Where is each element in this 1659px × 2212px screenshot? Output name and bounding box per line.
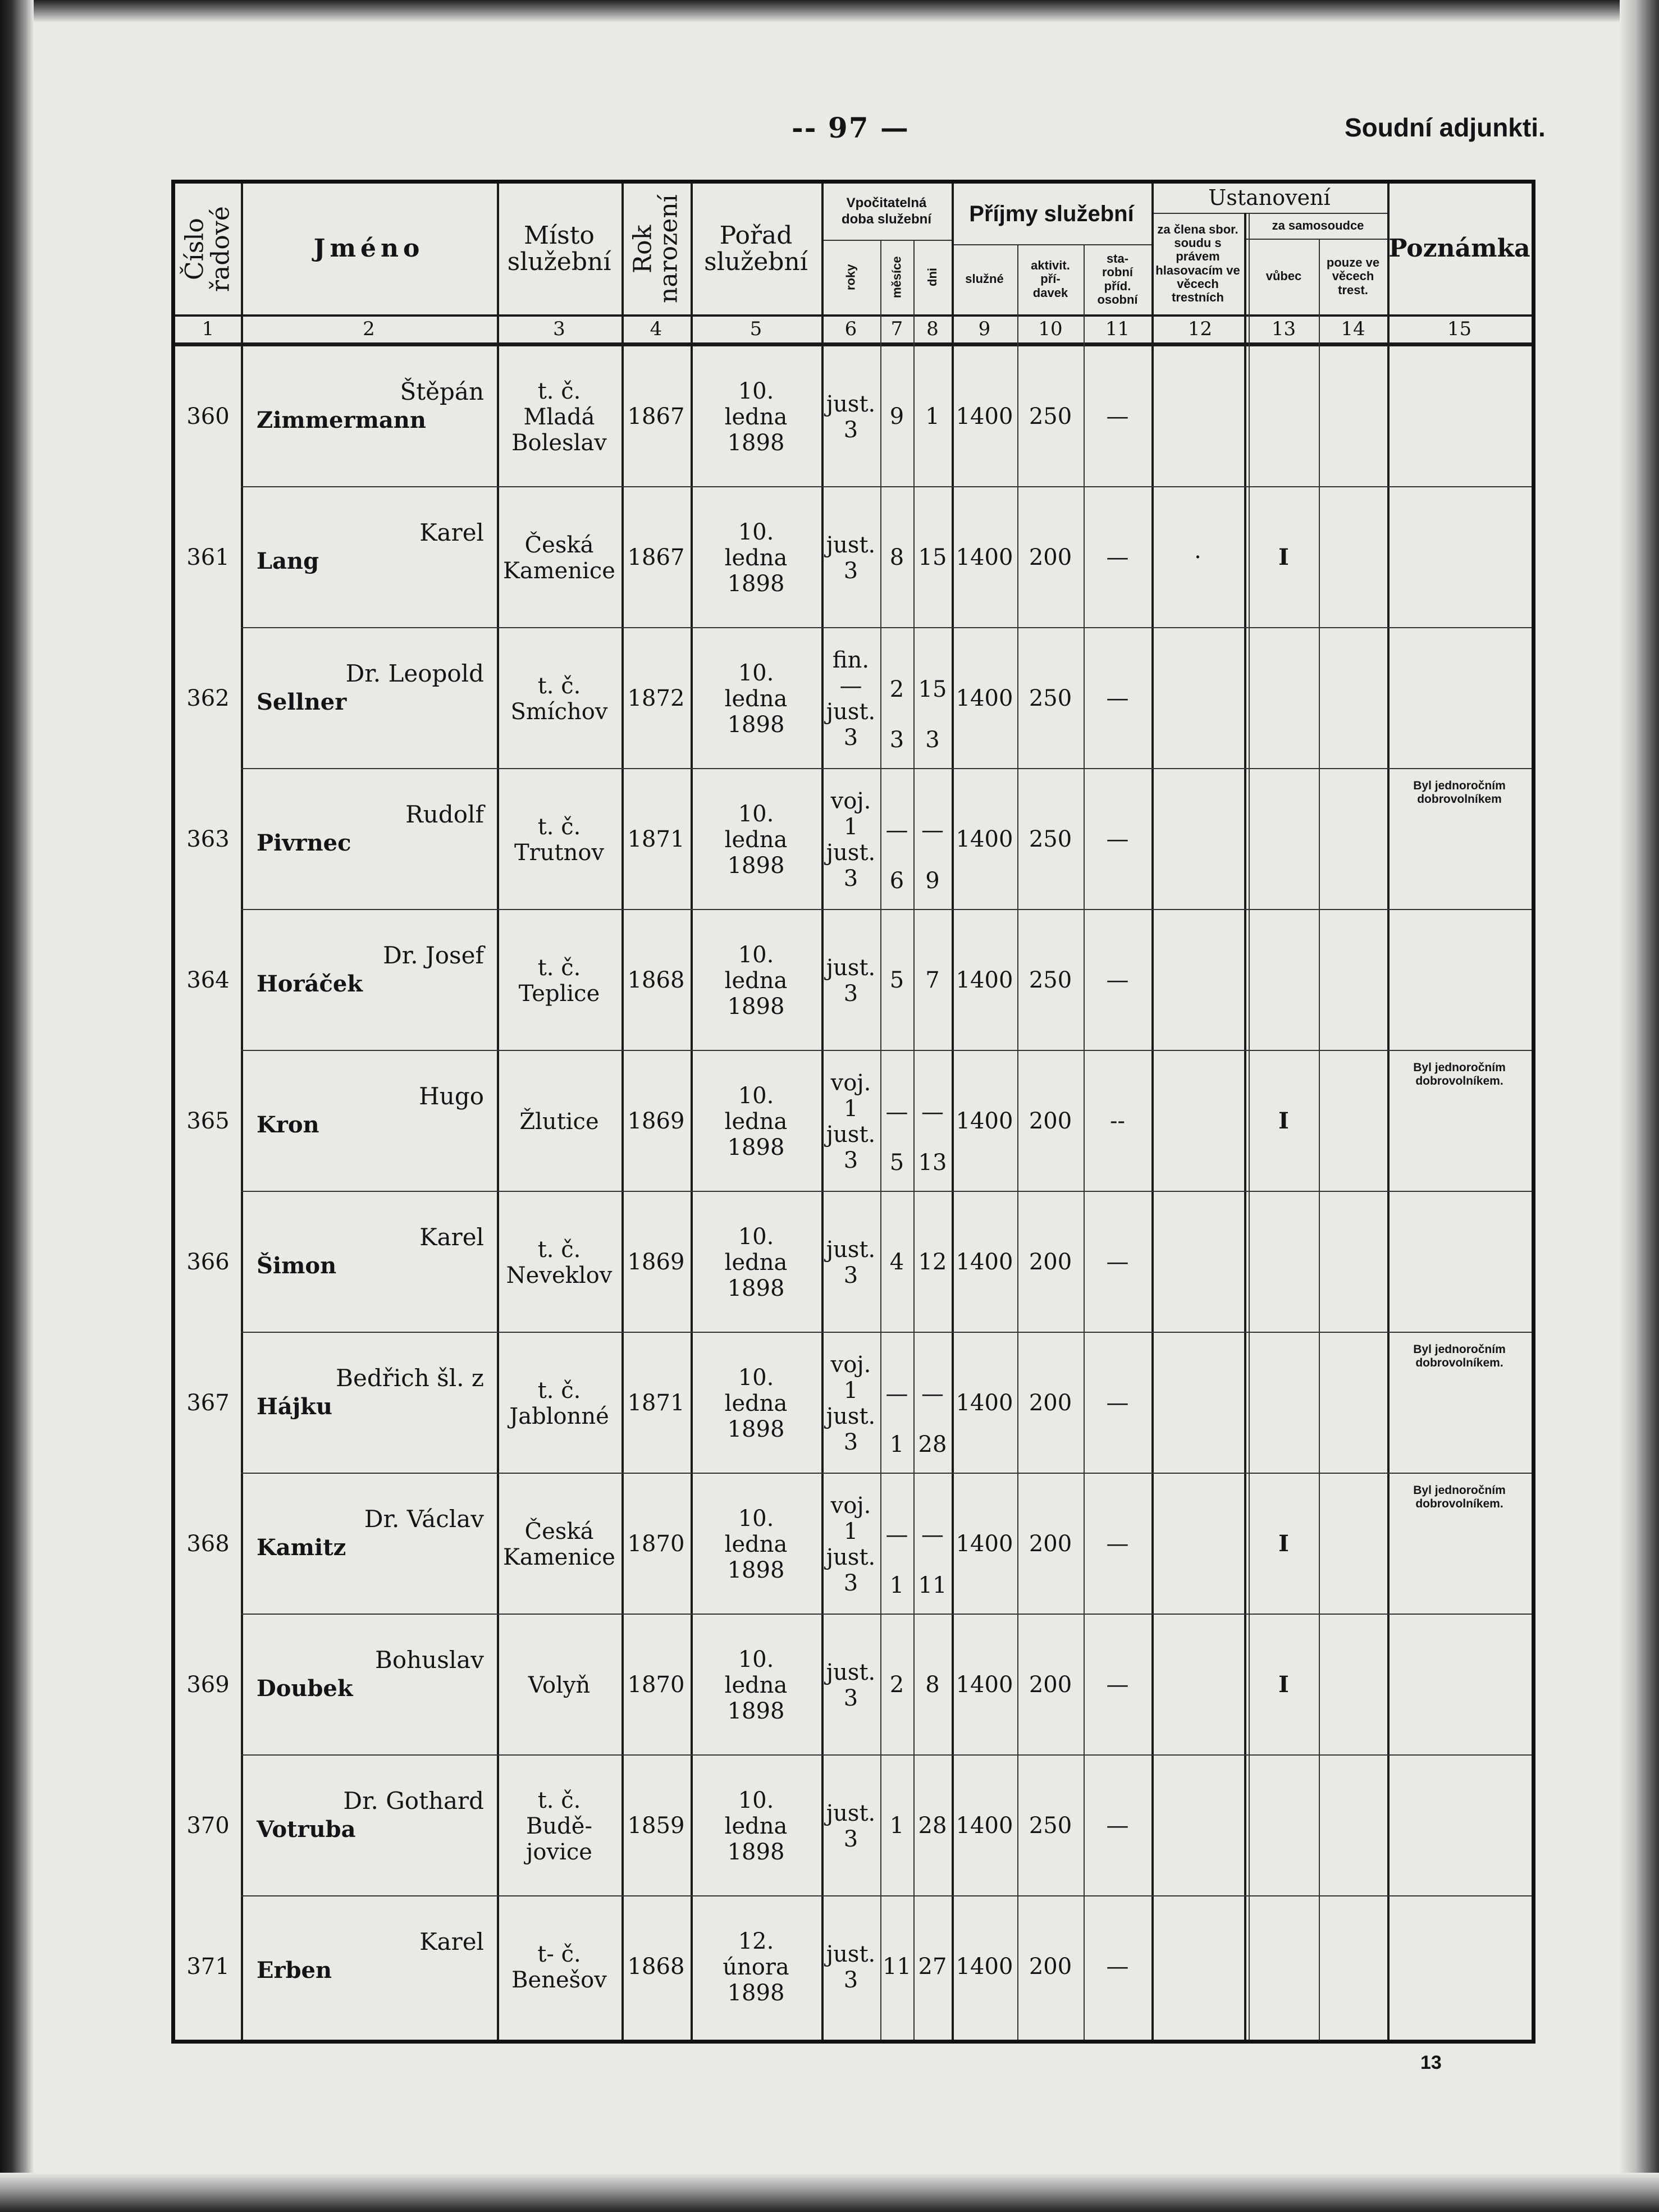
column-number: 12 (1187, 318, 1213, 341)
birth-year: 1871 (627, 1390, 685, 1416)
first-name: Dr. Josef (383, 941, 484, 969)
service-years: voj. 1 just. 3 (826, 1351, 876, 1455)
service-days: 28 (918, 1812, 947, 1839)
service-days: 15 (918, 544, 947, 570)
service-days: — (921, 1521, 944, 1548)
column-number: 6 (844, 318, 857, 341)
first-name: Karel (419, 518, 484, 546)
sheet-signature: 13 (1420, 2052, 1442, 2073)
service-days: 3 (925, 726, 940, 753)
birth-year: 1870 (627, 1530, 685, 1557)
appointment-single-judge: I (1278, 543, 1289, 570)
header-misto-sluzebni: Místo služební (507, 221, 611, 276)
header-jmeno: Jméno (313, 234, 424, 263)
header-mesice: měsíce (889, 256, 904, 298)
service-days: 7 (925, 967, 940, 993)
service-days: 9 (925, 867, 940, 894)
scan-edge-left (0, 0, 34, 2212)
seniority-allowance: — (1106, 403, 1129, 429)
service-months: 9 (889, 403, 904, 429)
service-months: — (885, 1099, 908, 1125)
appointment-single-judge: I (1278, 1530, 1289, 1557)
service-years: voj. 1 just. 3 (826, 1492, 876, 1596)
appointment-senate: · (1194, 544, 1201, 570)
birth-year: 1867 (627, 544, 685, 570)
row-number: 368 (186, 1530, 230, 1557)
service-months: — (885, 817, 908, 843)
birth-year: 1859 (627, 1812, 685, 1839)
last-name: Erben (257, 1957, 332, 1984)
service-months: 1 (889, 1812, 904, 1839)
birth-year: 1868 (627, 967, 685, 993)
service-place: Česká Kamenice (503, 532, 615, 584)
header-prijmy-sluzebni: Příjmy služební (969, 202, 1134, 226)
scan-edge-right (1620, 0, 1659, 2212)
salary: 1400 (956, 967, 1013, 993)
register-row (175, 487, 1532, 628)
register-row (175, 910, 1532, 1051)
row-number: 366 (186, 1249, 230, 1275)
seniority-allowance: — (1106, 1812, 1129, 1839)
service-years: voj. 1 just. 3 (826, 1070, 876, 1173)
salary: 1400 (956, 1249, 1013, 1275)
birth-year: 1869 (627, 1249, 685, 1275)
first-name: Dr. Leopold (345, 659, 484, 687)
service-months: 1 (889, 1572, 904, 1598)
activity-allowance: 250 (1029, 685, 1072, 711)
birth-year: 1868 (627, 1953, 685, 1980)
service-months: 8 (889, 544, 904, 570)
column-number: 9 (978, 318, 991, 341)
service-months: 5 (889, 1149, 904, 1176)
header-dni: dni (925, 268, 939, 286)
header-ustanoveni: Ustanovení (1208, 185, 1331, 211)
header-vpocitatelna-doba: Vpočitatelná doba služební (841, 195, 931, 227)
service-days: 27 (918, 1953, 947, 1980)
running-head: Soudní adjunkti. (1345, 113, 1546, 142)
activity-allowance: 200 (1029, 1530, 1072, 1557)
first-name: Bedřich šl. z (336, 1364, 484, 1392)
row-number: 365 (186, 1108, 230, 1134)
service-months: 4 (889, 1249, 904, 1275)
service-place: Česká Kamenice (503, 1518, 615, 1570)
first-name: Hugo (419, 1082, 484, 1110)
column-number: 14 (1341, 318, 1365, 341)
activity-allowance: 250 (1029, 967, 1072, 993)
service-months: 5 (889, 967, 904, 993)
service-order: 10. ledna 1898 (724, 1082, 788, 1160)
last-name: Kamitz (257, 1534, 346, 1561)
birth-year: 1872 (627, 685, 685, 711)
service-years: just. 3 (826, 391, 876, 443)
activity-allowance: 200 (1029, 1953, 1072, 1980)
register-row (175, 1051, 1532, 1192)
column-number: 10 (1038, 318, 1063, 341)
activity-allowance: 200 (1029, 1108, 1072, 1134)
service-days: 8 (925, 1671, 940, 1698)
register-row (175, 628, 1532, 769)
first-name: Karel (419, 1927, 484, 1955)
last-name: Hájku (257, 1393, 332, 1420)
row-number: 360 (186, 403, 230, 429)
service-days: — (921, 817, 944, 843)
birth-year: 1871 (627, 826, 685, 852)
column-number: 2 (363, 318, 375, 341)
register-row (175, 769, 1532, 910)
row-number: 363 (186, 826, 230, 852)
header-porad-sluzebni: Pořad služební (704, 221, 808, 276)
seniority-allowance: — (1106, 967, 1129, 993)
service-months: — (885, 1381, 908, 1407)
service-order: 10. ledna 1898 (724, 1646, 788, 1724)
service-order: 10. ledna 1898 (724, 1787, 788, 1865)
remark: Byl jednoročním dobrovolníkem (1413, 779, 1506, 806)
row-number: 369 (186, 1671, 230, 1698)
service-place: t. č. Jablonné (509, 1377, 609, 1429)
last-name: Šimon (257, 1252, 337, 1279)
seniority-allowance: — (1106, 1249, 1129, 1275)
service-place: Volyň (528, 1672, 591, 1698)
salary: 1400 (956, 685, 1013, 711)
header-poznamka: Poznámka (1388, 234, 1530, 263)
first-name: Dr. Václav (364, 1505, 484, 1533)
service-days: 13 (918, 1149, 947, 1176)
service-days: 11 (918, 1572, 947, 1598)
column-number: 4 (650, 318, 662, 341)
column-number: 8 (926, 318, 939, 341)
seniority-allowance: — (1106, 1530, 1129, 1557)
header-starobni-pridavek: sta- robní příd. osobní (1097, 252, 1138, 307)
service-years: just. 3 (826, 1800, 876, 1852)
column-number: 1 (202, 318, 214, 341)
row-number: 361 (186, 544, 230, 570)
seniority-allowance: -- (1109, 1108, 1126, 1134)
row-number: 371 (186, 1953, 230, 1980)
header-pouze-trestni: pouze ve věcech trest. (1326, 255, 1380, 297)
service-order: 10. ledna 1898 (724, 1364, 788, 1442)
register-row (175, 1474, 1532, 1615)
column-number: 15 (1447, 318, 1472, 341)
seniority-allowance: — (1106, 544, 1129, 570)
service-days: 15 (918, 676, 947, 702)
service-months: 2 (889, 1671, 904, 1698)
service-place: Žlutice (519, 1108, 599, 1135)
salary: 1400 (956, 826, 1013, 852)
remark: Byl jednoročním dobrovolníkem. (1413, 1343, 1506, 1370)
scan-edge-top (0, 0, 1659, 22)
last-name: Lang (257, 547, 319, 574)
header-cislo-radove: Číslo řadové (180, 206, 235, 292)
seniority-allowance: — (1106, 1390, 1129, 1416)
first-name: Bohuslav (374, 1646, 484, 1674)
birth-year: 1867 (627, 403, 685, 429)
salary: 1400 (956, 1812, 1013, 1839)
activity-allowance: 200 (1029, 1249, 1072, 1275)
activity-allowance: 200 (1029, 1390, 1072, 1416)
appointment-single-judge: I (1278, 1671, 1289, 1698)
salary: 1400 (956, 544, 1013, 570)
last-name: Horáček (257, 970, 363, 997)
seniority-allowance: — (1106, 1671, 1129, 1698)
header-za-clena-sboru: za člena sbor. soudu s právem hlasovacím ve věcech trestních (1155, 222, 1240, 304)
service-order: 10. ledna 1898 (724, 378, 788, 456)
register-row (175, 1333, 1532, 1474)
page-number: -- 97 — (792, 111, 910, 144)
service-months: 11 (883, 1953, 911, 1980)
service-years: just. 3 (826, 954, 876, 1007)
service-place: t. č. Budě- jovice (526, 1787, 592, 1865)
activity-allowance: 250 (1029, 826, 1072, 852)
column-number: 3 (553, 318, 565, 341)
column-number: 7 (890, 318, 903, 341)
salary: 1400 (956, 1953, 1013, 1980)
service-order: 10. ledna 1898 (724, 801, 788, 879)
header-za-samosoudce: za samosoudce (1272, 218, 1364, 232)
service-place: t. č. Mladá Boleslav (511, 378, 607, 456)
last-name: Pivrnec (257, 829, 351, 856)
header-sluzne: služné (965, 272, 1004, 286)
service-days: — (921, 1381, 944, 1407)
appointment-single-judge: I (1278, 1107, 1289, 1134)
seniority-allowance: — (1106, 1953, 1129, 1980)
last-name: Sellner (257, 688, 347, 715)
service-order: 10. ledna 1898 (724, 1223, 788, 1301)
service-years: just. 3 (826, 532, 876, 584)
register-row (175, 1756, 1532, 1896)
column-number: 11 (1105, 318, 1130, 341)
service-years: just. 3 (826, 1941, 876, 1993)
salary: 1400 (956, 1390, 1013, 1416)
service-place: t. č. Teplice (518, 954, 600, 1007)
service-place: t. č. Smíchov (510, 673, 608, 725)
scan-edge-bottom (0, 2173, 1659, 2212)
column-number: 13 (1271, 318, 1296, 341)
register-row (175, 1615, 1532, 1756)
service-years: just. 3 (826, 1659, 876, 1711)
header-rok-narozeni: Rok narození (628, 194, 683, 304)
service-days: 12 (918, 1249, 947, 1275)
service-days: 28 (918, 1431, 947, 1457)
last-name: Zimmermann (257, 406, 426, 433)
last-name: Doubek (257, 1675, 353, 1702)
service-order: 10. ledna 1898 (724, 942, 788, 1020)
salary: 1400 (956, 1108, 1013, 1134)
salary: 1400 (956, 403, 1013, 429)
row-number: 362 (186, 685, 230, 711)
service-order: 10. ledna 1898 (724, 660, 788, 738)
service-months: — (885, 1521, 908, 1548)
header-roky: roky (843, 264, 858, 290)
salary: 1400 (956, 1530, 1013, 1557)
remark: Byl jednoročním dobrovolníkem. (1413, 1484, 1506, 1511)
service-months: 6 (889, 867, 904, 894)
row-number: 367 (186, 1390, 230, 1416)
birth-year: 1870 (627, 1671, 685, 1698)
header-aktivit-pridavek: aktivit. pří- davek (1031, 258, 1070, 300)
row-number: 370 (186, 1812, 230, 1839)
activity-allowance: 250 (1029, 1812, 1072, 1839)
register-row (175, 346, 1532, 487)
service-months: 3 (889, 726, 904, 753)
service-order: 10. ledna 1898 (724, 1505, 788, 1583)
service-years: just. 3 (826, 1236, 876, 1288)
header-vubec: vůbec (1265, 269, 1302, 284)
activity-allowance: 250 (1029, 403, 1072, 429)
remark: Byl jednoročním dobrovolníkem. (1413, 1061, 1506, 1088)
service-order: 10. ledna 1898 (724, 519, 788, 597)
first-name: Rudolf (405, 800, 484, 828)
register-row (175, 1192, 1532, 1333)
service-months: 2 (889, 676, 904, 702)
seniority-allowance: — (1106, 826, 1129, 852)
service-place: t. č. Trutnov (514, 813, 605, 866)
first-name: Dr. Gothard (343, 1786, 484, 1815)
activity-allowance: 200 (1029, 1671, 1072, 1698)
activity-allowance: 200 (1029, 544, 1072, 570)
row-number: 364 (186, 967, 230, 993)
service-days: 1 (925, 403, 940, 429)
register-table (171, 180, 1535, 2044)
colnum-bottom-rule (175, 342, 1532, 346)
seniority-allowance: — (1106, 685, 1129, 711)
service-days: — (921, 1099, 944, 1125)
column-number: 5 (749, 318, 762, 341)
service-order: 12. února 1898 (723, 1928, 789, 2006)
service-years: fin. — just. 3 (826, 647, 876, 751)
service-place: t. č. Neveklov (506, 1236, 613, 1288)
service-years: voj. 1 just. 3 (826, 788, 876, 892)
last-name: Kron (257, 1111, 319, 1138)
service-place: t- č. Benešov (511, 1941, 607, 1993)
last-name: Votruba (257, 1816, 356, 1843)
first-name: Karel (419, 1223, 484, 1251)
first-name: Štěpán (400, 377, 484, 405)
register-row (175, 1896, 1532, 2037)
salary: 1400 (956, 1671, 1013, 1698)
birth-year: 1869 (627, 1108, 685, 1134)
service-months: 1 (889, 1431, 904, 1457)
